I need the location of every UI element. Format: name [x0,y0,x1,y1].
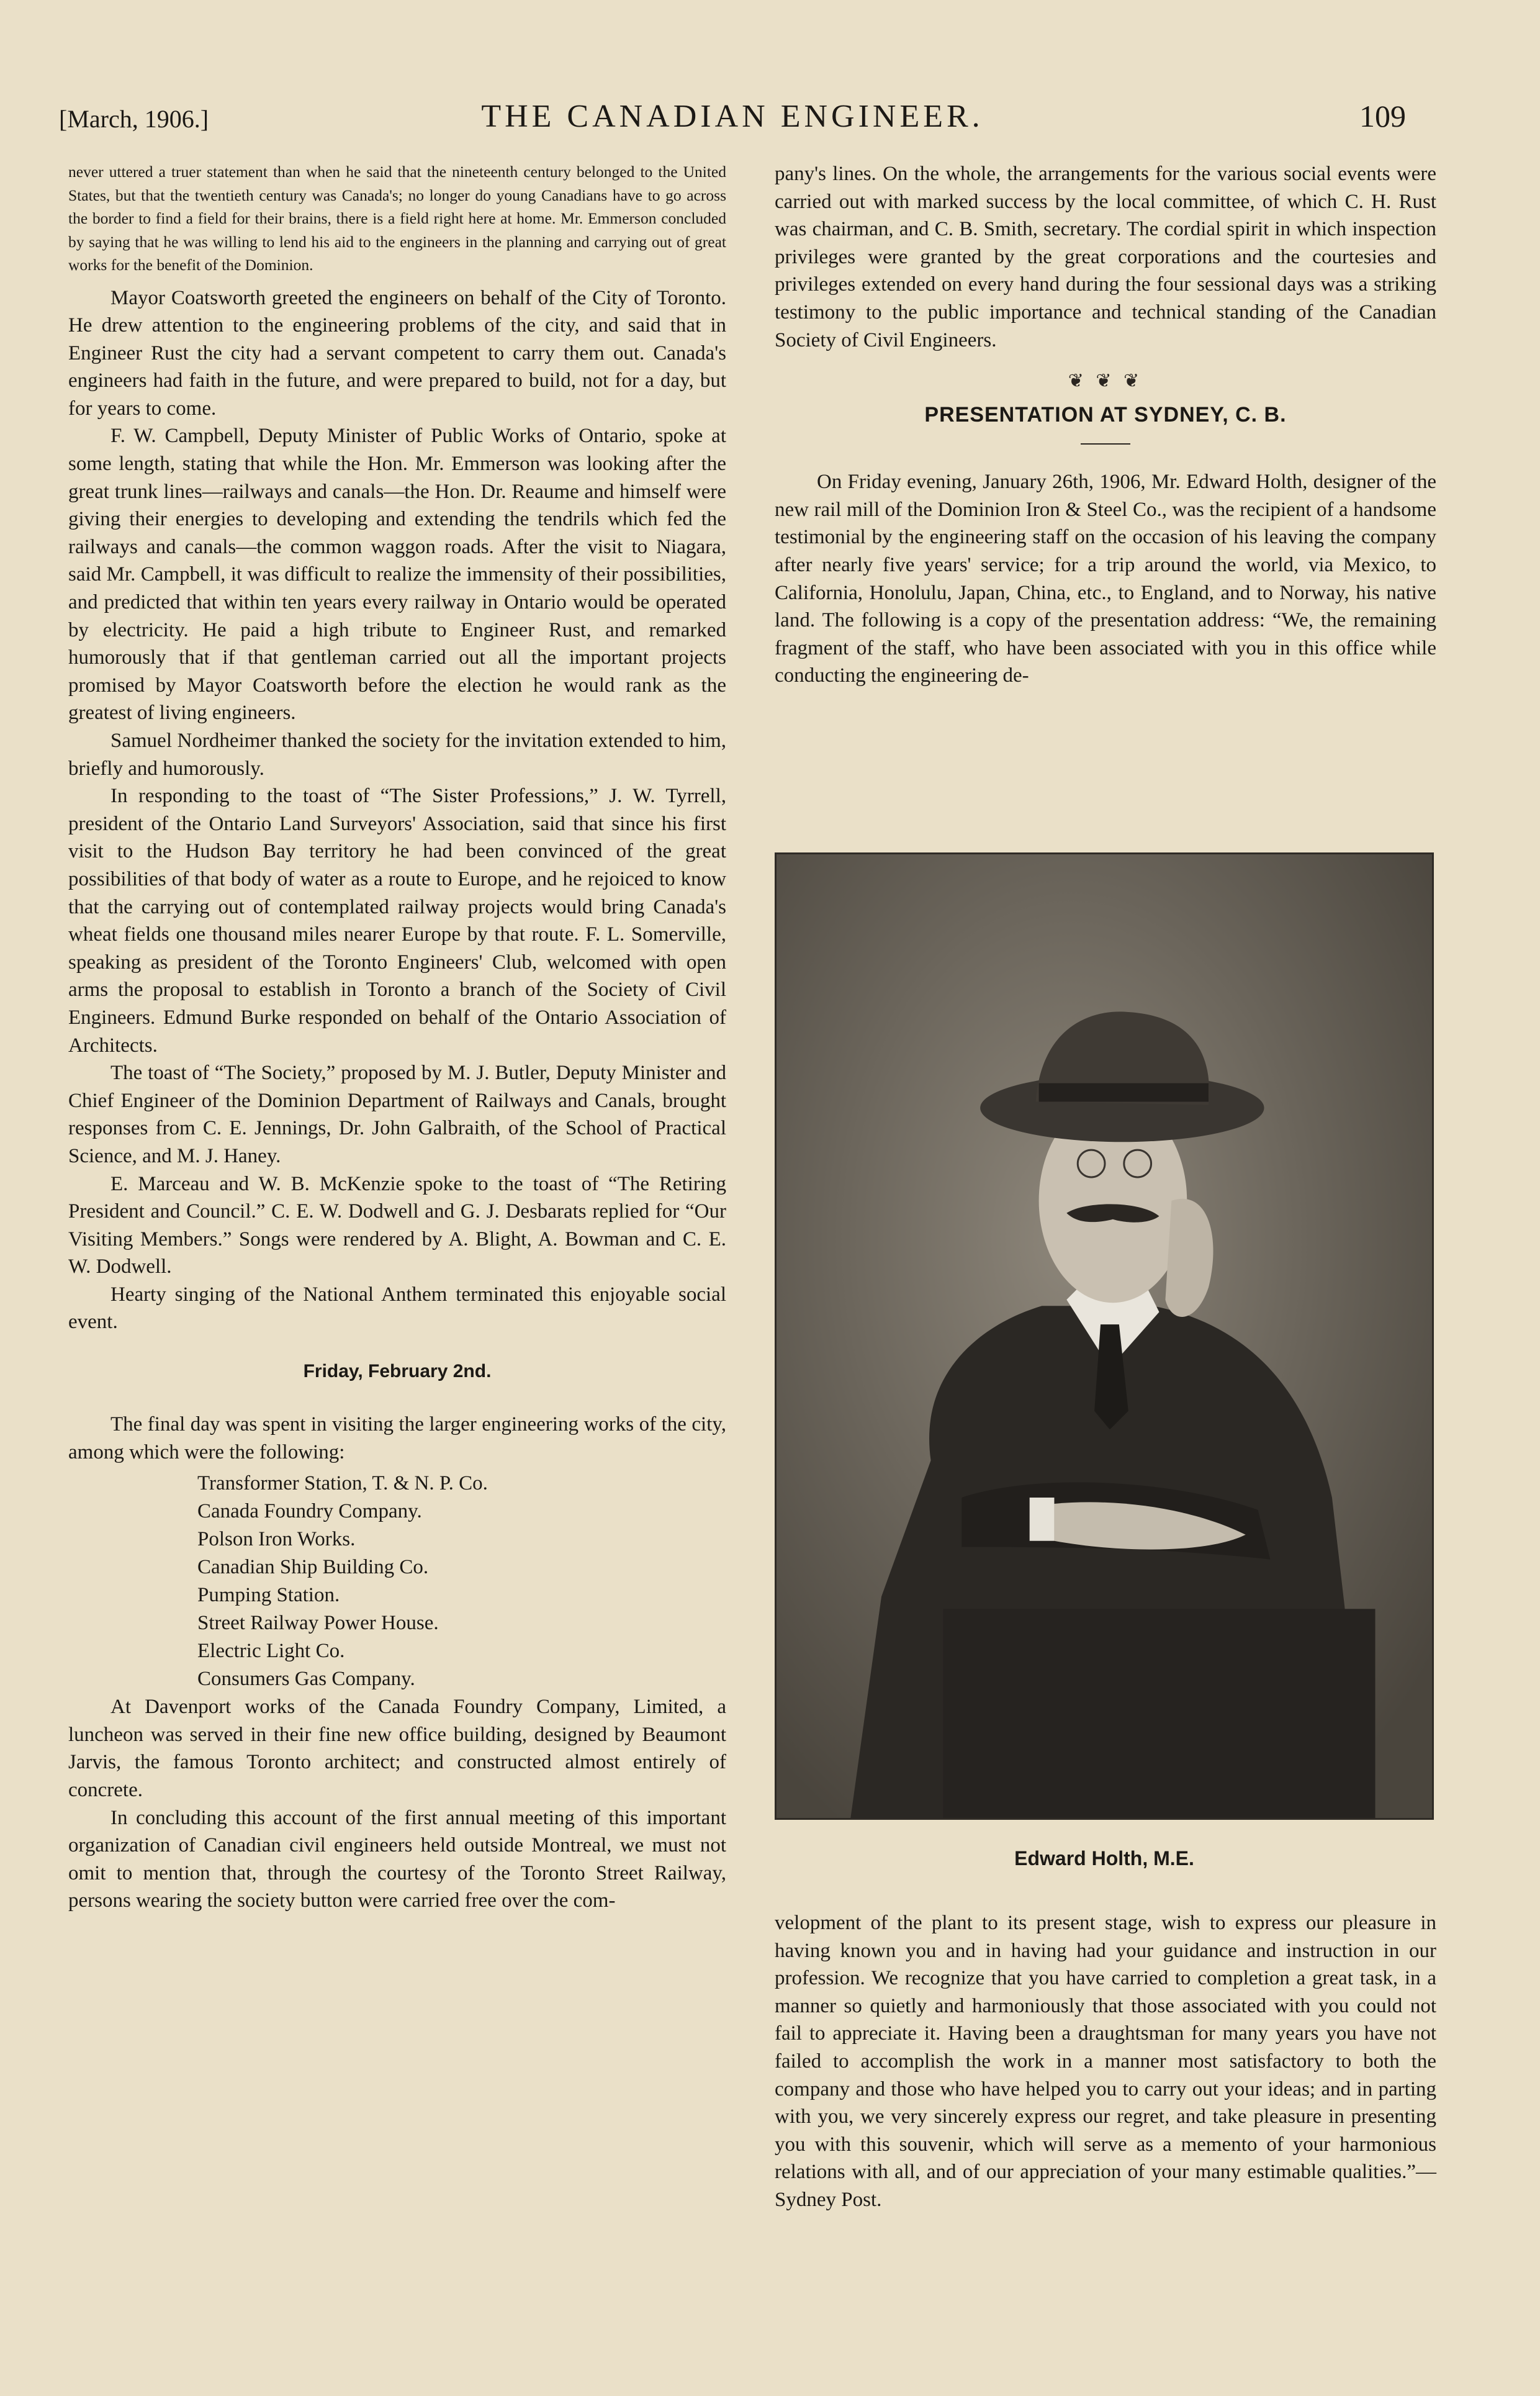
list-item: Canadian Ship Building Co. [197,1556,429,1579]
paragraph-coatsworth: Mayor Coatsworth greeted the engineers on behalf of the City of Toronto. He drew attention to the engineering problems of the city, and said that in Engineer Rust the city had a servant competent to carry them out. Canada's engineers had faith in the future, and were prepared to build, not for a day, but for years to come. [68,286,726,420]
list-item: Canada Foundry Company. [197,1500,422,1523]
paragraph-davenport: At Davenport works of the Canada Foundry Company, Limited, a luncheon was served in their fine new office building, designed by Beaumont Jarvis, the famous Toronto architect; and constructed almost entirely of concrete. [68,1696,726,1802]
list-item: Transformer Station, T. & N. P. Co. [197,1472,488,1495]
works-list [197,1470,726,1693]
list-item: Street Railway Power House. [197,1612,439,1635]
issue-date: [March, 1906.] [59,105,209,133]
section-title: PRESENTATION AT SYDNEY, C. B. [924,403,1287,427]
paragraph-presentation: On Friday evening, January 26th, 1906, Mr. Edward Holth, designer of the new rail mill of the Dominion Iron & Steel Co., was the recipient of a handsome testimonial by the engineering staff on the occasion of his leaving the company after nearly five years' service; for a trip around the world, via Mexico, to California, Honolulu, Japan, China, etc., to England, and to Norway, his native land. The following is a copy of the presentation address: “We, the remaining fragment of the staff, who have been associated with you in this office while conducting the engineering de- [775,471,1436,687]
paragraph-nordheimer: Samuel Nordheimer thanked the society for the invitation extended to him, briefly and humorously. [68,730,726,780]
paragraph-final-day: The final day was spent in visiting the larger engineering works of the city, among which were the following: [68,1413,726,1463]
page-number: 109 [1359,99,1406,133]
section-ornament: ❦ ❦ ❦ [1068,371,1143,392]
title-rule [1081,443,1130,445]
portrait-photo [775,852,1434,1820]
paragraph-address-continued: velopment of the plant to its present stage, wish to express our pleasure in having known you and in having had your guidance and instruction in our profession. We recognize that you have carried to completion a great task, in a manner so quietly and harmoniously that those associated with you could not fail to appreciate it. Having been a draughtsman for many years you have not failed to accomplish the work in a manner most satisfactory to both the company and those who have helped you to carry out your ideas; and in parting with you, we very sincerely express our regret, and take pleasure in presenting you with this souvenir, which will serve as a memento of your harmonious relations with all, and of our appreciation of your many estimable qualities.”—Sydney Post. [775,1912,1436,2211]
paragraph-continuation: pany's lines. On the whole, the arrangements for the various social events were carried out with marked success by the local committee, of which C. H. Rust was chairman, and C. B. Smith, secretary. The cordial spirit in which inspection privileges were granted by the great corporations and the courtesies and privileges extended on every hand during the four sessional days was a striking testimony to the public importance and technical standing of the Canadian Society of Civil Engineers. [775,163,1436,351]
photo-caption: Edward Holth, M.E. [1014,1847,1194,1869]
journal-title: THE CANADIAN ENGINEER. [481,99,984,134]
page-header [59,98,1406,142]
list-item: Consumers Gas Company. [197,1668,415,1691]
paragraph-sister-professions: In responding to the toast of “The Sister Professions,” J. W. Tyrrell, president of the Ontario Land Surveyors' Association, said that since his first visit to the Hudson Bay territory he had been convinced of the great possibilities of that body of water as a route to Europe, and he rejoiced to know that the carrying out of contemplated railway projects would bring Canada's wheat fields one thousand miles nearer Europe by that route. F. L. Somerville, speaking as president of the Toronto Engineers' Club, welcomed with open arms the proposal to establish in Toronto a branch of the Society of Civil Engineers. Edmund Burke responded on behalf of the Ontario Association of Architects. [68,785,726,1057]
intro-paragraph: never uttered a truer statement than when he said that the nineteenth century belonged to the United States, but that the twentieth century was Canada's; no longer do young Canadians have to go across the border to find a field for their brains, there is a field right here at home. Mr. Emmerson concluded by saying that he was willing to lend his aid to the engineers in the planning and carrying out of great works for the benefit of the Dominion. [68,163,726,274]
list-item: Polson Iron Works. [197,1528,356,1551]
paragraph-retiring-president: E. Marceau and W. B. McKenzie spoke to the toast of “The Retiring President and Council.” C. E. W. Dodwell and G. J. Desbarats replied for “Our Visiting Members.” Songs were rendered by A. Blight, A. Bowman and C. E. W. Dodwell. [68,1172,726,1278]
paragraph-campbell: F. W. Campbell, Deputy Minister of Public Works of Ontario, spoke at some length, stating that while the Hon. Mr. Emmerson was looking after the great trunk lines—railways and canals—the Hon. Dr. Reaume and himself were giving their energies to developing and extending the tendrils which fed the railways and canals—the common waggon roads. After the visit to Niagara, said Mr. Campbell, it was difficult to realize the immensity of their possibilities, and predicted that within ten years every railway in Ontario would be operated by electricity. He paid a high tribute to Engineer Rust, and remarked humorously that if that gentleman carried out all the important projects promised by Mayor Coatsworth before the election he would rank as the greatest of living engineers. [68,425,726,725]
right-column [775,160,1436,690]
paragraph-society-toast: The toast of “The Society,” proposed by M. J. Butler, Deputy Minister and Chief Engineer of the Dominion Department of Railways and Canals, brought responses from C. E. Jennings, Dr. John Galbraith, of the School of Practical Science, and M. J. Haney. [68,1062,726,1167]
subheading-friday: Friday, February 2nd. [303,1361,492,1382]
list-item: Pumping Station. [197,1584,340,1607]
portrait-illustration [777,854,1432,1818]
right-column-bottom [775,1909,1436,2214]
list-item: Electric Light Co. [197,1640,345,1663]
paragraph-concluding: In concluding this account of the first annual meeting of this important organization of Canadian civil engineers held outside Montreal, we must not omit to mention that, through the courtesy of the Toronto Street Railway, persons wearing the society button were carried free over the com- [68,1806,726,1912]
left-column [68,160,726,1915]
paragraph-national-anthem: Hearty singing of the National Anthem terminated this enjoyable social event. [68,1283,726,1334]
